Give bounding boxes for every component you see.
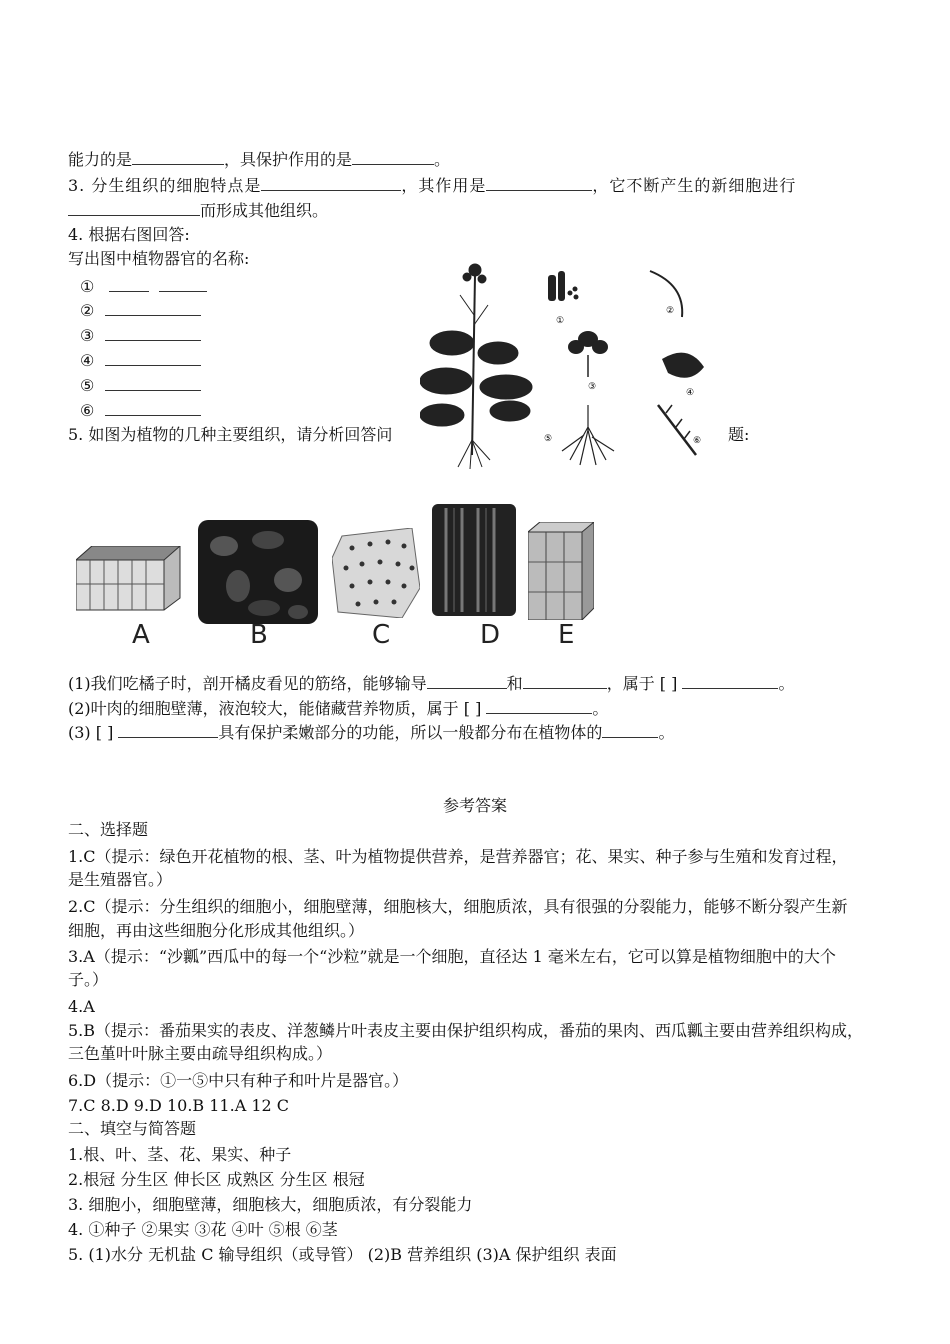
- item-number: ②: [80, 301, 95, 320]
- item-number: ③: [80, 326, 95, 345]
- question-4-item-3: [80, 325, 201, 347]
- answer-blank: [105, 326, 201, 341]
- item-number: ⑥: [80, 401, 95, 420]
- answer-3-line-1: 3.A（提示：“沙瓤”西瓜中的每一个“沙粒”就是一个细胞，直径达 1 毫米左右，它可以算是植物细胞中的大个: [68, 947, 836, 966]
- organ-label-1: ①: [556, 316, 565, 326]
- answer-1-line-1: 1.C（提示：绿色开花植物的根、茎、叶为植物提供营养，是营养器官；花、果实、种子参与生殖和发育过程，: [68, 847, 848, 866]
- answer-blank: [109, 277, 149, 292]
- tissue-figure: [70, 500, 610, 660]
- answer-blank: [486, 699, 592, 714]
- fill-answer-3: 3. 细胞小，细胞壁薄，细胞核大，细胞质浓，有分裂能力: [68, 1195, 473, 1214]
- sub-question-3: [68, 722, 674, 744]
- question-4-title: 4. 根据右图回答:: [68, 225, 190, 244]
- answer-blank: [159, 277, 207, 292]
- text: 能力的是: [68, 150, 133, 169]
- text: ，属于 [ ]: [606, 674, 678, 693]
- item-number: ①: [80, 277, 95, 296]
- answers-section-1: 二、选择题: [68, 820, 149, 839]
- fill-answer-5: 5. (1)水分 无机盐 C 输导组织（或导管） (2)B 营养组织 (3)A 保护组织 表面: [68, 1245, 617, 1264]
- answer-blank: [105, 351, 201, 366]
- text: ，它不断产生的新细胞进行: [592, 176, 797, 195]
- answer-blank: [261, 176, 401, 191]
- question-5-line: 5. 如图为植物的几种主要组织，请分析回答问: [68, 425, 393, 444]
- question-4-subtitle: 写出图中植物器官的名称:: [68, 249, 250, 268]
- tissue-e-drawing: [528, 522, 594, 620]
- question-4-item-5: [80, 375, 201, 397]
- question-line-1: [68, 149, 450, 171]
- text: 具有保护柔嫩部分的功能，所以一般都分布在植物体的: [218, 723, 603, 742]
- tissue-label-b: B: [250, 620, 268, 650]
- question-4-item-1: [80, 276, 207, 298]
- tissue-label-e: E: [558, 620, 575, 650]
- answer-2-line-1: 2.C（提示：分生组织的细胞小，细胞壁薄，细胞核大，细胞质浓，具有很强的分裂能力，能够不断分裂产生新: [68, 897, 848, 916]
- organ-label-2: ②: [666, 306, 675, 316]
- answer-4: 4.A: [68, 997, 95, 1016]
- text: ，其作用是: [401, 176, 487, 195]
- answer-1-line-2: 是生殖器官。）: [68, 870, 173, 889]
- question-5-line-end: 题:: [728, 425, 750, 444]
- text: 3. 分生组织的细胞特点是: [68, 176, 262, 195]
- answer-blank: [486, 176, 592, 191]
- plant-organs-figure: [420, 255, 720, 470]
- answer-blank: [105, 401, 201, 416]
- sub-question-1: [68, 673, 794, 695]
- text: ，具保护作用的是: [224, 150, 353, 169]
- item-number: ④: [80, 351, 95, 370]
- fill-answer-2: 2.根冠 分生区 伸长区 成熟区 分生区 根冠: [68, 1170, 365, 1189]
- text: (1)我们吃橘子时，剖开橘皮看见的筋络，能够输导: [68, 674, 427, 693]
- flower-drawing: [568, 331, 608, 377]
- question-4-item-6: [80, 400, 201, 422]
- answer-2-line-2: 细胞，再由这些细胞分化形成其他组织。）: [68, 921, 365, 940]
- organ-label-5: ⑤: [544, 434, 553, 444]
- tissue-label-c: C: [372, 620, 391, 650]
- organ-label-6: ⑥: [693, 436, 702, 446]
- question-4-item-2: [80, 300, 201, 322]
- text: 。: [778, 674, 795, 693]
- tissue-c-drawing: [332, 528, 420, 618]
- tissue-d-drawing: [432, 504, 516, 616]
- fill-answer-4: 4. ①种子 ②果实 ③花 ④叶 ⑤根 ⑥茎: [68, 1220, 338, 1239]
- stem-drawing: [658, 405, 696, 455]
- answer-blank: [682, 674, 778, 689]
- leaf-drawing: [662, 353, 704, 378]
- answer-blank: [523, 674, 607, 689]
- text: 和: [506, 674, 523, 693]
- question-3-line-1: [68, 175, 796, 197]
- answer-blank: [118, 723, 218, 738]
- text: 。: [658, 723, 675, 742]
- answer-3-line-2: 子。）: [68, 970, 109, 989]
- answers-title: 参考答案: [442, 796, 507, 815]
- root-drawing: [562, 405, 614, 465]
- text: 。: [592, 699, 609, 718]
- tissue-b-drawing: [198, 520, 318, 624]
- answer-blank: [132, 150, 224, 165]
- tissue-label-d: D: [480, 620, 501, 650]
- answer-blank: [352, 150, 434, 165]
- answer-blank: [105, 301, 201, 316]
- answer-blank: [105, 376, 201, 391]
- tissue-a-drawing: [76, 546, 182, 612]
- sub-question-2: [68, 698, 608, 720]
- answer-5-line-2: 三色堇叶叶脉主要由疏导组织构成。）: [68, 1044, 333, 1063]
- text: 。: [434, 150, 451, 169]
- answer-5-line-1: 5.B（提示：番茄果实的表皮、洋葱鳞片叶表皮主要由保护组织构成，番茄的果肉、西瓜瓤主要由营养组织构成，: [68, 1021, 864, 1040]
- answer-7-12: 7.C 8.D 9.D 10.B 11.A 12 C: [68, 1096, 290, 1115]
- organ-label-4: ④: [686, 388, 695, 398]
- text: 而形成其他组织。: [200, 201, 329, 220]
- fill-answer-1: 1.根、叶、茎、花、果实、种子: [68, 1145, 292, 1164]
- whole-plant-drawing: [420, 264, 532, 469]
- answer-blank: [68, 201, 200, 216]
- organ-label-3: ③: [588, 382, 597, 392]
- item-number: ⑤: [80, 376, 95, 395]
- answer-blank: [602, 723, 658, 738]
- text: (2)叶肉的细胞壁薄，液泡较大，能储藏营养物质，属于 [ ]: [68, 699, 482, 718]
- question-4-item-4: [80, 350, 201, 372]
- answers-section-2: 二、填空与简答题: [68, 1119, 197, 1138]
- question-3-line-2: [68, 200, 328, 222]
- text: (3) [ ]: [68, 723, 114, 742]
- tissue-label-a: A: [132, 620, 150, 650]
- answer-6: 6.D（提示：①一⑤中只有种子和叶片是器官。）: [68, 1071, 409, 1090]
- seed-drawing: [548, 271, 579, 301]
- answer-blank: [427, 674, 507, 689]
